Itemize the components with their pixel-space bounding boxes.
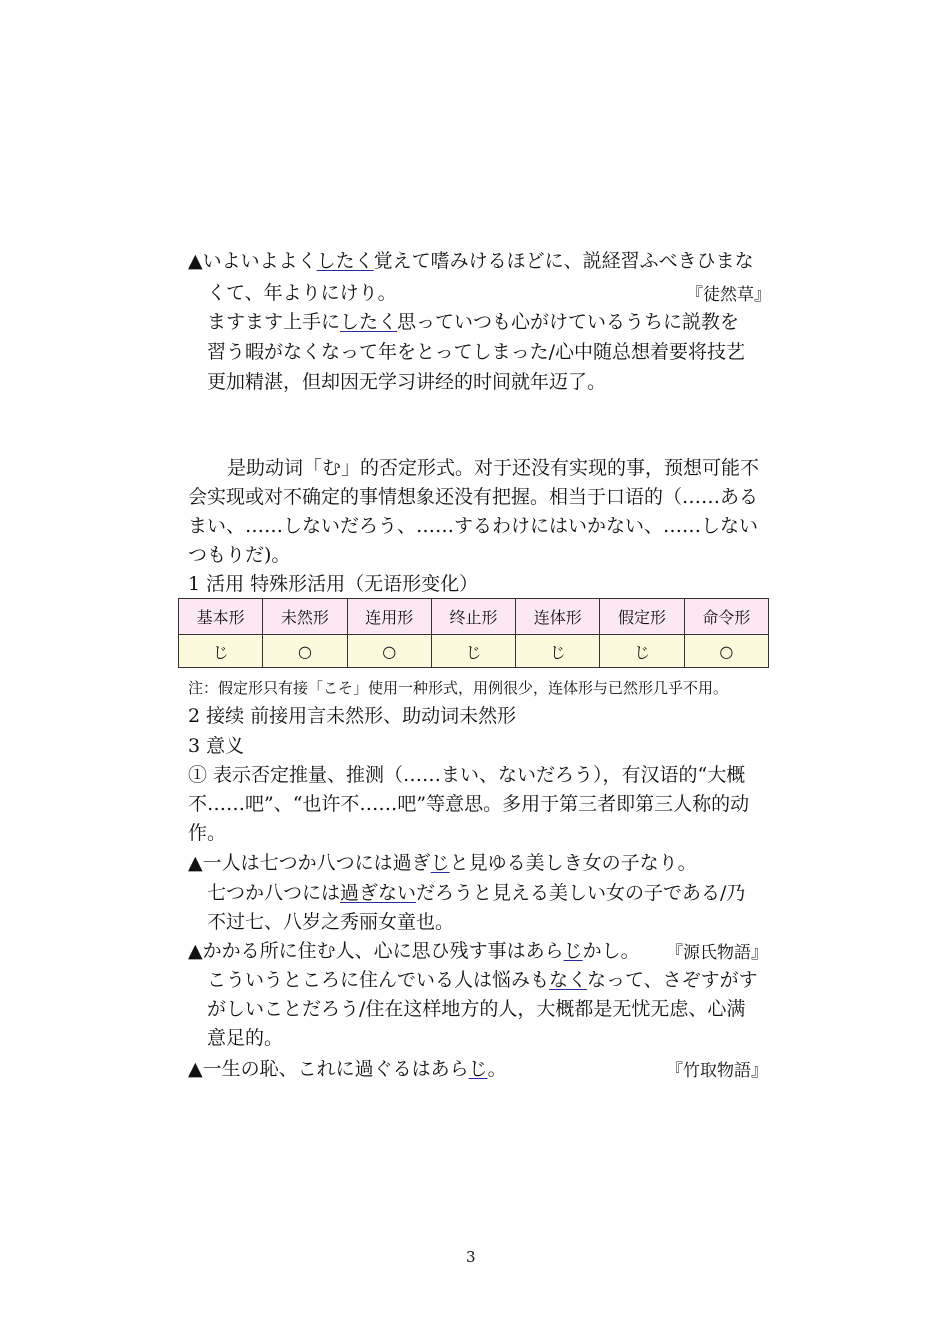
example-4-line-1: ▲一生の恥、これに過ぐるはあらじ。 [188, 1058, 507, 1080]
meaning-1-line-3: 作。 [188, 822, 227, 844]
example-1-line-1: ▲いよいよよくしたく覚えて嗜みけるほどに、説経習ふべきひまな [188, 250, 754, 272]
example-3-translation-line-3: 意足的。 [207, 1027, 284, 1049]
example-2-line-1: ▲一人は七つか八つには過ぎじと見ゆる美しき女の子なり。 [188, 852, 697, 874]
section-2-heading: 2 接续 前接用言未然形、助动词未然形 [188, 705, 517, 727]
underlined-term: じ [563, 940, 583, 962]
table-header-cell: 基本形 [179, 599, 263, 635]
underlined-term: じ [430, 852, 450, 874]
source-citation: 『徒然草』 [686, 285, 771, 305]
example-1-line-2: くて、年よりにけり。 [207, 282, 397, 304]
underlined-term: したく [316, 250, 374, 272]
table-cell: じ [516, 635, 600, 668]
intro-line-4: つもりだ)。 [188, 544, 291, 566]
example-2-translation-line-1: 七つか八つには過ぎないだろうと見える美しい女の子である/乃 [207, 882, 746, 904]
table-cell: じ [179, 635, 263, 668]
example-1-translation-line-1: ますます上手にしたく思っていつも心がけているうちに説教を [207, 311, 740, 333]
table-header-cell: 未然形 [263, 599, 347, 635]
intro-line-3: まい、……しないだろう、……するわけにはいかない、……しない [188, 515, 759, 537]
section-3-heading: 3 意义 [188, 735, 245, 757]
table-cell: ○ [263, 635, 347, 668]
table-header-cell: 终止形 [431, 599, 515, 635]
example-1-translation-line-2: 習う暇がなくなって年をとってしまった/心中随总想着要将技艺 [207, 341, 746, 363]
table-header-row [179, 599, 769, 635]
intro-line-2: 会实现或对不确定的事情想象还没有把握。相当于口语的（……ある [188, 486, 759, 508]
intro-line-1: 是助动词「む」的否定形式。对于还没有实现的事，预想可能不 [227, 457, 760, 479]
page-number: 3 [466, 1248, 476, 1266]
table-cell: ○ [347, 635, 431, 668]
conjugation-table [178, 598, 769, 668]
section-1-heading: 1 活用 特殊形活用（无语形变化） [188, 573, 479, 595]
table-row [179, 635, 769, 668]
underlined-term: なく [549, 969, 588, 991]
table-note: 注：假定形只有接「こそ」使用一种形式，用例很少，连体形与已然形几乎不用。 [188, 679, 729, 697]
table-cell: じ [431, 635, 515, 668]
example-1-translation-line-3: 更加精湛，但却因无学习讲经的时间就年迈了。 [207, 371, 607, 393]
source-citation: 『竹取物語』 [666, 1061, 768, 1081]
table-header-cell: 连体形 [516, 599, 600, 635]
meaning-1-line-2: 不……吧”、“也许不……吧”等意思。多用于第三者即第三人称的动 [188, 793, 750, 815]
meaning-1-line-1: ① 表示否定推量、推测（……まい、ないだろう），有汉语的“大概 [188, 764, 746, 786]
table-header-cell: 假定形 [600, 599, 684, 635]
table-cell: じ [600, 635, 684, 668]
underlined-term: したく [340, 311, 398, 333]
source-citation: 『源氏物語』 [666, 943, 768, 963]
underlined-term: じ [468, 1058, 488, 1080]
table-cell: ○ [684, 635, 768, 668]
table-header-cell: 命令形 [684, 599, 768, 635]
table-header-cell: 连用形 [347, 599, 431, 635]
example-3-translation-line-2: がしいことだろう/住在这样地方的人，大概都是无忧无虑、心满 [207, 998, 746, 1020]
example-2-translation-line-2: 不过七、八岁之秀丽女童也。 [207, 911, 455, 933]
example-3-line-1: ▲かかる所に住む人、心に思ひ残す事はあらじかし。 [188, 940, 640, 962]
underlined-term: 過ぎない [340, 882, 417, 904]
example-3-translation-line-1: こういうところに住んでいる人は悩みもなくなって、さぞすがす [207, 969, 758, 991]
